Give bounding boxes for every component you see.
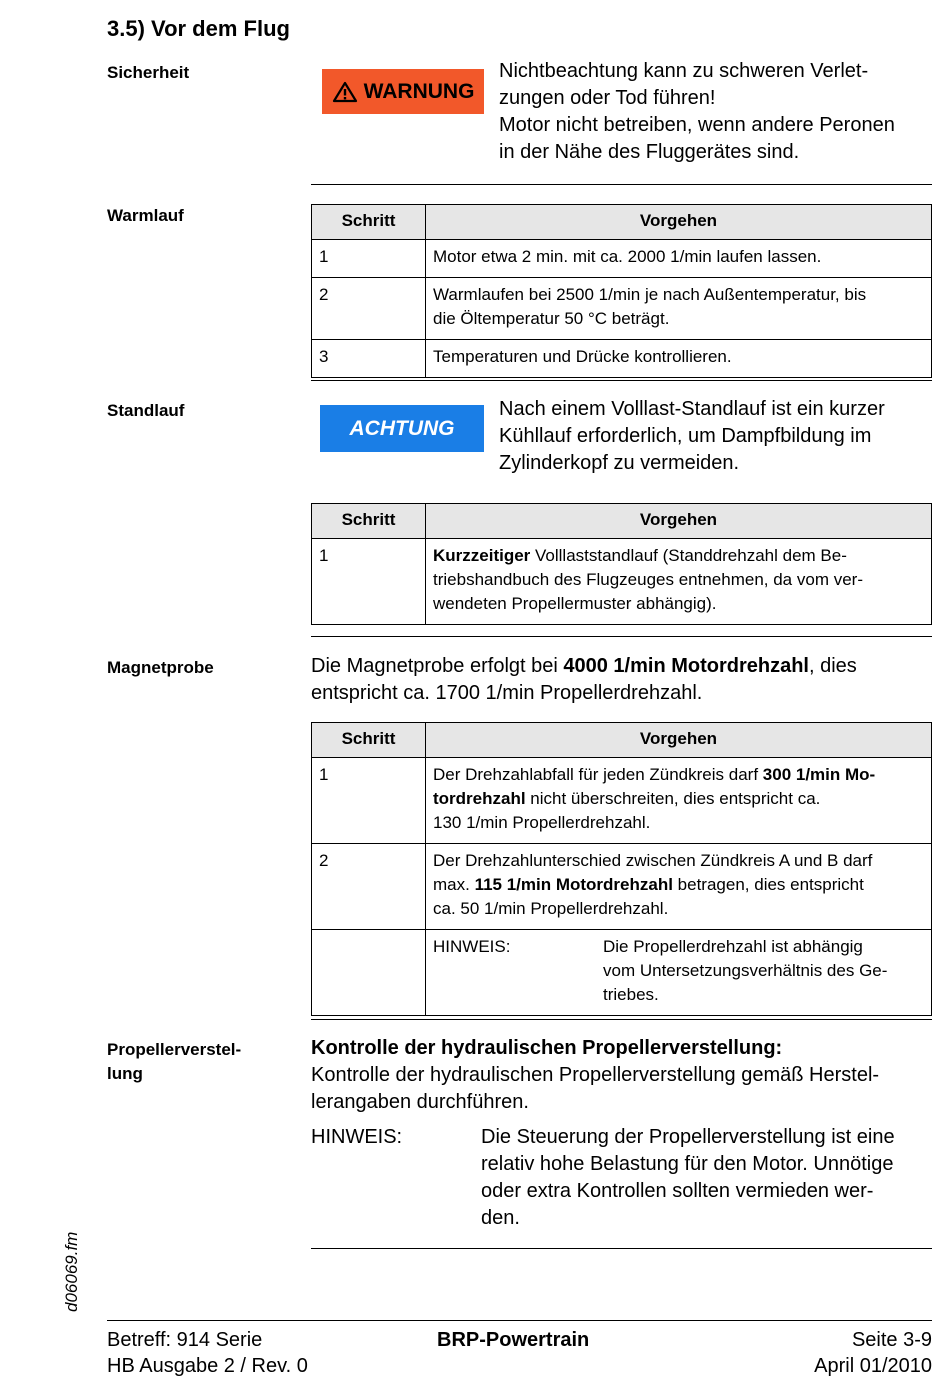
- column-header-action: Vorgehen: [426, 205, 932, 240]
- step-number: 1: [312, 240, 426, 278]
- section-label-propellerverstellung: [107, 1038, 241, 1086]
- text-line: Motor nicht betreiben, wenn andere Peronen: [499, 114, 895, 136]
- text-line: relativ hohe Belastung für den Motor. Unnötige: [481, 1153, 894, 1175]
- text-line: zungen oder Tod führen!: [499, 87, 716, 109]
- divider: [311, 380, 932, 381]
- footer-rule: [107, 1320, 932, 1321]
- text-span: Volllaststandlauf (Standdrehzahl dem Be-: [530, 546, 847, 565]
- table-header-row: [312, 723, 932, 758]
- footer-date: April 01/2010: [814, 1355, 932, 1377]
- text-line: Die Steuerung der Propellerverstellung ist eine: [481, 1126, 895, 1148]
- caution-text: [499, 396, 885, 477]
- standlauf-table: [311, 503, 932, 625]
- text-line: Kühllauf erforderlich, um Dampfbildung im: [499, 425, 872, 447]
- table-header-row: [312, 205, 932, 240]
- divider: [311, 184, 932, 185]
- note-cell: [426, 930, 932, 1016]
- magnetprobe-intro: [311, 653, 857, 707]
- text-line: den.: [481, 1207, 520, 1229]
- step-number: 1: [312, 758, 426, 844]
- table-row: [312, 340, 932, 378]
- text-line: lerangaben durchführen.: [311, 1091, 529, 1113]
- bold-text: 300 1/min Mo-: [762, 765, 876, 784]
- footer-edition: HB Ausgabe 2 / Rev. 0: [107, 1355, 308, 1377]
- text-line: in der Nähe des Fluggerätes sind.: [499, 141, 800, 163]
- text-line: Nichtbeachtung kann zu schweren Verlet-: [499, 60, 869, 82]
- text-line: Motor etwa 2 min. mit ca. 2000 1/min laufen lassen.: [433, 247, 822, 266]
- note: [433, 935, 925, 1007]
- section-label-magnetprobe: Magnetprobe: [107, 658, 214, 677]
- note-key: HINWEIS:: [433, 937, 511, 956]
- column-header-step: Schritt: [312, 504, 426, 539]
- text-line: Warmlaufen bei 2500 1/min je nach Außentemperatur, bis: [433, 285, 867, 304]
- step-action: [426, 758, 932, 844]
- step-action: [426, 340, 932, 378]
- divider: [311, 1248, 932, 1249]
- note-text: [603, 935, 887, 1007]
- footer-page: Seite 3-9: [851, 1329, 932, 1351]
- magnetprobe-table: [311, 722, 932, 1016]
- text-line: [433, 763, 925, 787]
- warning-badge: [322, 69, 484, 114]
- divider: [311, 1019, 932, 1020]
- section-label-standlauf: Standlauf: [107, 401, 185, 420]
- column-header-action: Vorgehen: [426, 504, 932, 539]
- text-line: die Öltemperatur 50 °C beträgt.: [433, 309, 670, 328]
- text-line: ca. 50 1/min Propellerdrehzahl.: [433, 899, 669, 918]
- step-number: 2: [312, 278, 426, 340]
- text-span: betragen, dies entspricht: [672, 875, 864, 894]
- text-span: Der Drehzahlabfall für jeden Zündkreis darf: [433, 765, 763, 784]
- text-line: entspricht ca. 1700 1/min Propellerdrehzahl.: [311, 682, 703, 704]
- text-line: 130 1/min Propellerdrehzahl.: [433, 813, 651, 832]
- note: [311, 1124, 932, 1232]
- text-line: Propellerverstel-: [107, 1040, 242, 1059]
- section-label-warmlauf: Warmlauf: [107, 206, 184, 225]
- section-label-sicherheit: Sicherheit: [107, 63, 190, 82]
- bold-text: tordrehzahl: [433, 789, 526, 808]
- warning-text: [499, 58, 895, 166]
- note-text: [481, 1124, 895, 1232]
- bold-text: 115 1/min Motordrehzahl: [474, 875, 673, 894]
- text-line: oder extra Kontrollen sollten vermieden wer-: [481, 1180, 874, 1202]
- text-line: Die Propellerdrehzahl ist abhängig: [603, 937, 863, 956]
- step-action: [426, 278, 932, 340]
- text-line: Kontrolle der hydraulischen Propellerverstellung gemäß Herstel-: [311, 1064, 880, 1086]
- step-action: [426, 844, 932, 930]
- text-line: [433, 544, 925, 568]
- text-line: Nach einem Volllast-Standlauf ist ein kurzer: [499, 398, 885, 420]
- table-row: [312, 278, 932, 340]
- propeller-section: [311, 1035, 932, 1232]
- step-number: 3: [312, 340, 426, 378]
- text-line: wendeten Propellermuster abhängig).: [433, 594, 717, 613]
- divider: [311, 636, 932, 637]
- text-line: [433, 787, 925, 811]
- warning-label: WARNUNG: [363, 79, 475, 103]
- table-row: [312, 240, 932, 278]
- footer-right: [814, 1327, 932, 1379]
- column-header-action: Vorgehen: [426, 723, 932, 758]
- text-line: Zylinderkopf zu vermeiden.: [499, 452, 740, 474]
- file-name-label: d06069.fm: [62, 1231, 81, 1312]
- step-number: 2: [312, 844, 426, 930]
- footer-brand: BRP-Powertrain: [437, 1329, 590, 1351]
- text-line: lung: [107, 1064, 143, 1083]
- bold-text: Kurzzeitiger: [433, 546, 531, 565]
- bold-text: 4000 1/min Motordrehzahl: [563, 655, 809, 677]
- table-header-row: [312, 504, 932, 539]
- text-span: Die Magnetprobe erfolgt bei: [311, 655, 564, 677]
- warning-triangle-icon: [332, 81, 358, 103]
- column-header-step: Schritt: [312, 205, 426, 240]
- page-title: 3.5) Vor dem Flug: [107, 16, 290, 41]
- note-key: HINWEIS:: [311, 1126, 403, 1148]
- text-span: nicht überschreiten, dies entspricht ca.: [525, 789, 821, 808]
- footer-left: [107, 1327, 308, 1379]
- warmlauf-table: [311, 204, 932, 378]
- text-line: Temperaturen und Drücke kontrollieren.: [433, 347, 732, 366]
- text-line: [433, 873, 925, 897]
- text-line: triebes.: [603, 985, 659, 1004]
- table-row: [312, 844, 932, 930]
- caution-label: ACHTUNG: [349, 416, 455, 440]
- caution-badge: [320, 405, 484, 452]
- table-row: [312, 758, 932, 844]
- table-row: [312, 539, 932, 625]
- text-line: triebshandbuch des Flugzeuges entnehmen, da vom ver-: [433, 570, 863, 589]
- step-action: [426, 240, 932, 278]
- table-row: [312, 930, 932, 1016]
- step-number: [312, 930, 426, 1016]
- text-line: Der Drehzahlunterschied zwischen Zündkreis A und B darf: [433, 851, 873, 870]
- step-action: [426, 539, 932, 625]
- footer-subject: Betreff: 914 Serie: [107, 1329, 263, 1351]
- column-header-step: Schritt: [312, 723, 426, 758]
- propeller-title: Kontrolle der hydraulischen Propellerverstellung:: [311, 1037, 783, 1059]
- text-line: vom Untersetzungsverhältnis des Ge-: [603, 961, 888, 980]
- text-line: [311, 653, 857, 680]
- step-number: 1: [312, 539, 426, 625]
- text-span: , dies: [809, 655, 857, 677]
- text-span: max.: [433, 875, 475, 894]
